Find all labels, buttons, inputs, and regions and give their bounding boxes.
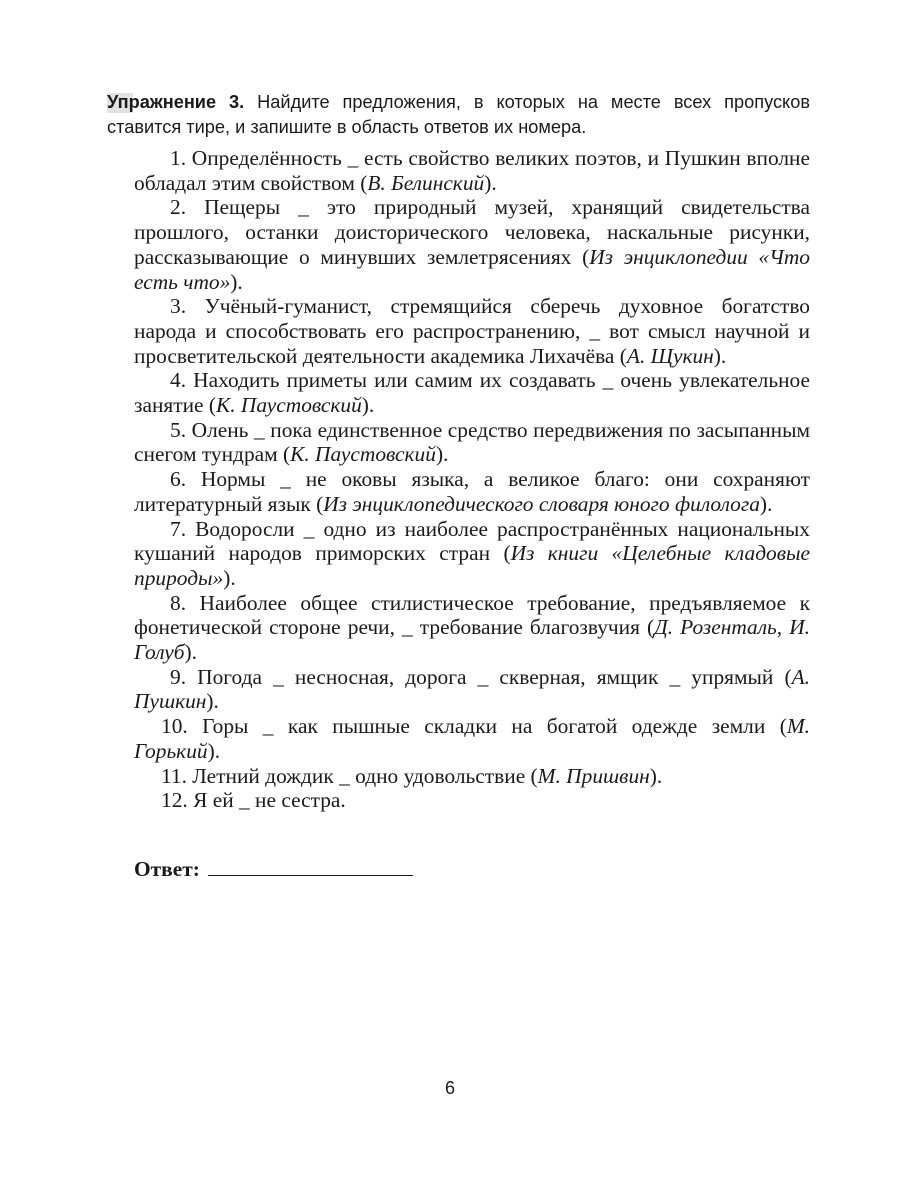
answer-area [134, 856, 413, 882]
sentence-source: К. Паустовский [216, 393, 362, 418]
sentence-tail: ). [435, 442, 449, 467]
sentence-tail: ). [230, 269, 243, 294]
sentence-tail: ). [206, 689, 219, 714]
answer-field[interactable] [208, 874, 413, 876]
sentence-list [134, 146, 810, 813]
sentence-text: 1. Определённость _ есть свойство великих поэтов, и Пушкин вполне обладал этим свойством ( [134, 146, 810, 195]
sentence-tail: ). [649, 763, 663, 788]
sentence-tail: ). [759, 491, 773, 516]
sentence-text: 7. Водоросли _ одно из наиболее распространённых национальных кушаний народов приморских стран ( [134, 516, 810, 566]
sentence-source: М. Горький [134, 714, 810, 763]
sentence-text: 11. Летний дождик _ одно удовольствие ( [161, 763, 538, 788]
sentence-source: В. Белинский [367, 170, 485, 195]
sentence-item [134, 146, 810, 195]
sentence-text: 6. Нормы _ не оковы языка, а великое благо: они сохраняют литературный язык ( [134, 467, 810, 516]
sentence-item [134, 591, 810, 665]
sentence-source: К. Паустовский [290, 442, 436, 467]
sentence-text: 2. Пещеры _ это природный музей, хранящий свидетельства прошлого, останки доисторического человека, наскальные рисунки, рассказывающие о минувших землетрясениях ( [134, 195, 810, 269]
answer-label: Ответ: [134, 857, 200, 881]
sentence-item [134, 368, 810, 417]
sentence-text: 3. Учёный-гуманист, стремящийся сберечь духовное богатство народа и способствовать его распространению, _ вот смысл научной и просветительской деятельности академика Лихачёва ( [134, 294, 810, 368]
sentence-text: 10. Горы _ как пышные складки на богатой одежде земли ( [161, 714, 787, 739]
sentence-text: 12. Я ей _ не сестра. [161, 788, 346, 813]
sentence-text: 8. Наиболее общее стилистическое требование, предъявляемое к фонетической стороне речи, _ требование благозвучия ( [134, 590, 810, 640]
sentence-tail: ). [184, 640, 198, 665]
sentence-item [134, 788, 810, 813]
sentence-source: Из энциклопедического словаря юного филолога [323, 491, 760, 516]
sentence-tail: ). [713, 343, 727, 368]
sentence-text: 9. Погода _ несносная, дорога _ скверная, ямщик _ упрямый ( [170, 664, 792, 689]
exercise-task [107, 90, 810, 140]
sentence-item [134, 665, 810, 714]
page-number: 6 [444, 1078, 455, 1098]
sentence-item [134, 418, 810, 467]
sentence-source: М. Пришвин [537, 763, 650, 788]
sentence-source: Из энциклопедии «Что есть что» [134, 244, 810, 294]
sentence-item [134, 714, 810, 763]
sentence-text: 5. Олень _ пока единственное средство передвижения по засыпанным снегом тундрам ( [134, 417, 810, 467]
exercise-instruction: Найдите предложения, в которых на месте всех пропусков ставится тире, и запишите в область ответов их номера. [107, 92, 810, 137]
sentence-source: Д. Розенталь, И. Голуб [134, 615, 811, 665]
sentence-item [134, 294, 810, 368]
sentence-source: Из книги «Целебные кладовые природы» [134, 541, 811, 590]
sentence-source: А. Щукин [626, 343, 714, 368]
sentence-tail: ). [484, 170, 497, 195]
exercise-label: Упражнение 3. [107, 92, 245, 112]
sentence-text: 4. Находить приметы или самим их создавать _ очень увлекательное занятие ( [134, 368, 810, 418]
sentence-item [134, 517, 810, 591]
sentence-item [134, 764, 810, 789]
sentence-source: А. Пушкин [134, 664, 810, 714]
sentence-tail: ). [207, 738, 221, 763]
sentence-tail: ). [223, 565, 236, 590]
sentence-tail: ). [361, 393, 375, 418]
sentence-item [134, 467, 810, 516]
sentence-item [134, 195, 810, 294]
